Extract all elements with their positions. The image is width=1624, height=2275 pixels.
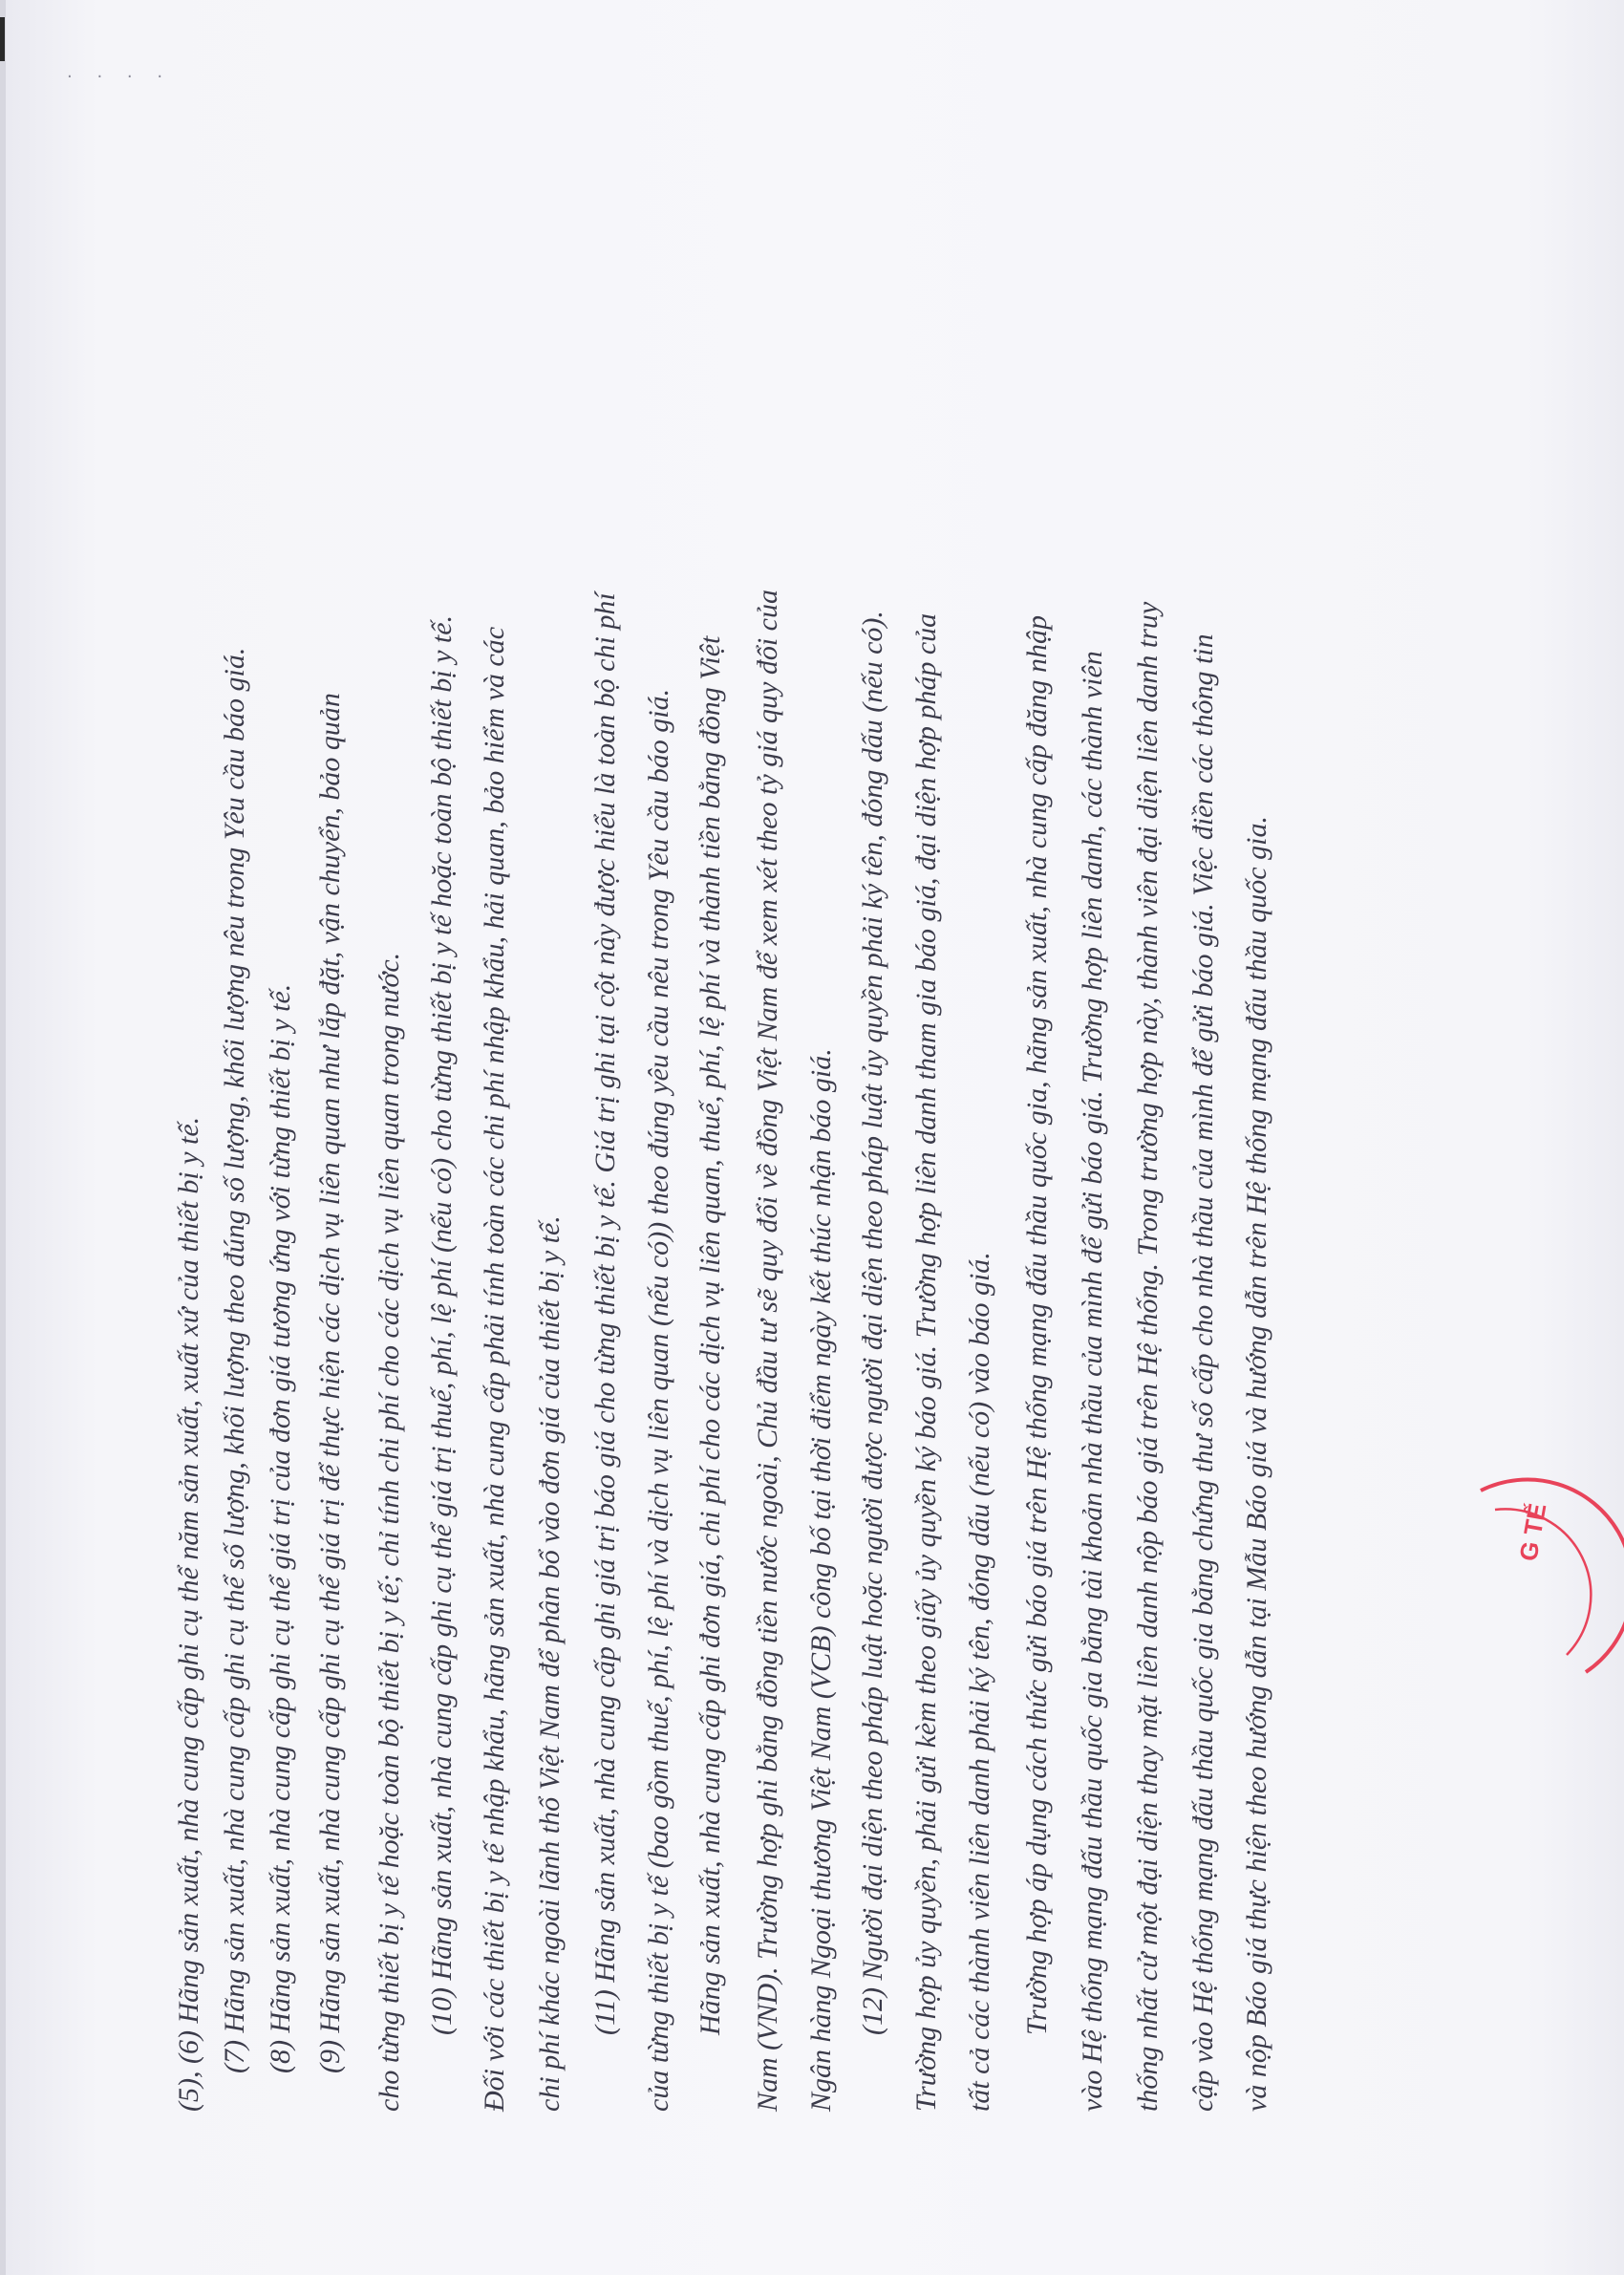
text-line: (5), (6) Hãng sản xuất, nhà cung cấp ghi cụ thể năm sản xuất, xuất xứ của thiết bị y tế. [173,1116,204,2112]
text-line: (9) Hãng sản xuất, nhà cung cấp ghi cụ thể giá trị để thực hiện các dịch vụ liên quan như lắp đặt, vận chuyển, bảo quản [314,693,346,2073]
text-line: cho từng thiết bị y tế hoặc toàn bộ thiết bị y tế; chỉ tính chi phí cho các dịch vụ liên quan trong nước. [374,952,405,2112]
scan-specks: · · · · [67,67,173,87]
text-line: (7) Hãng sản xuất, nhà cung cấp ghi cụ thể số lượng, khối lượng theo đúng số lượng, khối lượng nêu trong Yêu cầu báo giá. [219,647,250,2073]
text-line: của từng thiết bị y tế (bao gồm thuế, phí, lệ phí và dịch vụ liên quan (nếu có)) theo đúng yêu cầu nêu trong Yêu cầu báo giá. [643,688,674,2112]
text-line: Nam (VND). Trường hợp ghi bằng đồng tiền nước ngoài, Chủ đầu tư sẽ quy đổi về đồng Việt Nam để xem xét theo tỷ giá quy đổi của [752,589,783,2112]
text-line: vào Hệ thống mạng đấu thầu quốc gia bằng tài khoản nhà thầu của mình để gửi báo giá. Trường hợp liên danh, các thành viên [1077,651,1108,2112]
text-line: Trường hợp ủy quyền, phải gửi kèm theo giấy ủy quyền ký báo giá. Trường hợp liên danh tham gia báo giá, đại diện hợp pháp của [910,612,942,2112]
document-body [172,86,1414,2112]
text-line: (8) Hãng sản xuất, nhà cung cấp ghi cụ thể giá trị của đơn giá tương ứng với từng thiết bị y tế. [265,983,296,2073]
text-line: chi phí khác ngoài lãnh thổ Việt Nam để phân bổ vào đơn giá của thiết bị y tế. [534,1215,566,2112]
text-line: (12) Người đại diện theo pháp luật hoặc người được người đại diện theo pháp luật ủy quyền phải ký tên, đóng dấu (nếu có). [857,611,888,2035]
scan-edge [0,0,6,2275]
text-line: (10) Hãng sản xuất, nhà cung cấp ghi cụ thể giá trị thuế, phí, lệ phí (nếu có) cho từng thiết bị y tế hoặc toàn bộ thiết bị y tế. [426,614,458,2035]
text-line: Đối với các thiết bị y tế nhập khẩu, hãng sản xuất, nhà cung cấp phải tính toàn các chi phí nhập khẩu, hải quan, bảo hiểm và các [479,626,510,2112]
text-line: thống nhất cử một đại diện thay mặt liên danh nộp báo giá trên Hệ thống. Trong trường hợp này, thành viên đại diện liên danh truy [1132,601,1164,2112]
text-line: cập vào Hệ thống mạng đấu thầu quốc gia bằng chứng thư số cấp cho nhà thầu của mình để gửi báo giá. Việc điền các thông tin [1187,633,1219,2112]
text-line: tất cả các thành viên liên danh phải ký tên, đóng dấu (nếu có) vào báo giá. [964,1252,995,2112]
scan-mark [0,17,5,61]
text-line: Ngân hàng Ngoại thương Việt Nam (VCB) công bố tại thời điểm ngày kết thúc nhận báo giá. [805,1048,837,2112]
red-seal-stamp [1423,1452,1624,1701]
text-line: Hãng sản xuất, nhà cung cấp ghi đơn giá, chi phí cho các dịch vụ liên quan, thuế, phí, lệ phí và thành tiền bằng đồng Việt [694,635,726,2035]
text-line: Trường hợp áp dụng cách thức gửi báo giá trên Hệ thống mạng đấu thầu quốc gia, hãng sản xuất, nhà cung cấp đăng nhập [1021,614,1053,2035]
stamp-text: G TẾ [1513,1501,1552,1564]
text-line: (11) Hãng sản xuất, nhà cung cấp ghi giá trị báo giá cho từng thiết bị y tế. Giá trị ghi tại cột này được hiểu là toàn bộ chi phí [589,592,621,2035]
text-line: và nộp Báo giá thực hiện theo hướng dẫn tại Mẫu Báo giá và hướng dẫn trên Hệ thống mạng đấu thầu quốc gia. [1241,816,1272,2112]
